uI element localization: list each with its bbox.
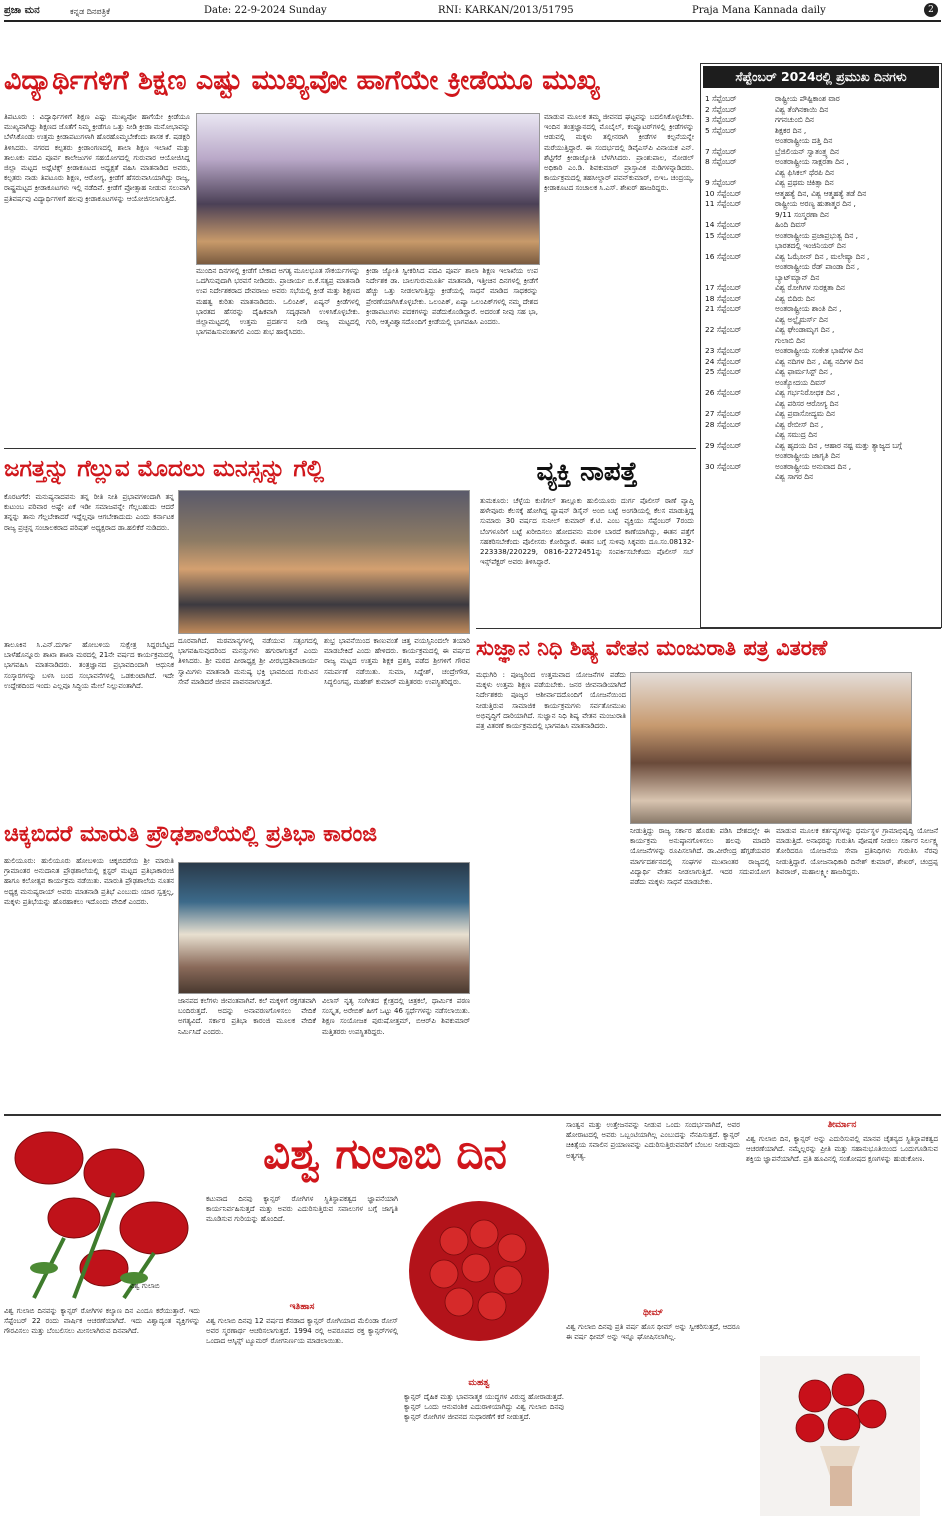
rose-bouquet-hand-photo — [760, 1356, 920, 1516]
important-days-title: ಸೆಪ್ಟೆಂಬರ್ 2024ರಲ್ಲಿ ಪ್ರಮುಖ ದಿನಗಳು — [703, 66, 939, 88]
article-column: ವಿಶ್ವ ಗುಲಾಬಿ ದಿನವನ್ನು ಕ್ಯಾನ್ಸರ್ ರೋಗಿಗಳ ಕಲ್ಯಾಣ ದಿನ ಎಂದೂ ಕರೆಯುತ್ತಾರೆ. ಇದು ಸೆಪ್ಟೆಂಬರ್ 22 ರಂದು ವಾರ್ಷಿಕ ಆಚರಣೆಯಾಗಿದೆ. ಇದು ವಿಶ್ವಾದ್ಯಂತ ವ್ಯಕ್ತಿಗಳನ್ನು ಗೌರವಿಸಲು ಮತ್ತು ಬೆಂಬಲಿಸಲು ಮೀಸಲಾಗಿರುವ ದಿನವಾಗಿದೆ. — [4, 1307, 200, 1336]
important-day-date: 8 ಸೆಪ್ಟೆಂಬರ್ — [705, 157, 737, 166]
important-day-text: ಅಂತರಾಷ್ಟ್ರೀಯ ರೆಡ್ ಪಾಂಡಾ ದಿನ , — [775, 262, 860, 271]
important-day-text: ವಿಶ್ವ ರೋಗಿಗಳ ಸುರಕ್ಷತಾ ದಿನ — [775, 283, 845, 292]
important-days-box — [700, 63, 942, 628]
article-column: ಹುಲಿಯೂರು: ಹುಲಿಯೂರು ಹೋಬಳಿಯ ಚಿಕ್ಕಬಿದರೆಯ ಶ್ರೀ ಮಾರುತಿ ಗ್ರಾಮಾಂತರ ಅನುದಾನಿತ ಪ್ರೌಢಶಾಲೆಯಲ್ಲಿ ಕ್ಲಸ್ಟರ್ ಮಟ್ಟದ ಪ್ರತಿಭಾಕಾರಂಜಿ ಹಾಗೂ ಕಲೋತ್ಸವ ಕಾರ್ಯಕ್ರಮ ನಡೆಯಿತು. ಮಾರುತಿ ಪ್ರೌಢಶಾಲೆಯ ನೂತನ ಅಧ್ಯಕ್ಷ ಮನುಷ್ಯರಾಯ್ ಅವರು ಮಾತನಾಡಿ ಪ್ರತಿಭೆ ಎಂಬುದು ಯಾರ ಸ್ವತ್ತಲ್ಲ, ಮಕ್ಕಳು ಪ್ರತಿಭೆಯನ್ನು ಹೊರಹಾಕಲು ಇದೊಂದು ವೇದಿಕೆ ಎಂದರು. — [4, 857, 174, 906]
important-days-list — [701, 90, 941, 487]
important-day-row — [705, 220, 937, 231]
important-day-text: ವಿಶ್ವ ಪರಿಸರ ಆರೋಗ್ಯ ದಿನ — [775, 398, 839, 408]
important-day-row — [705, 199, 937, 210]
important-day-row — [705, 388, 937, 399]
important-day-date — [705, 315, 775, 326]
important-day-date: 9 ಸೆಪ್ಟೆಂಬರ್ — [705, 178, 737, 187]
article-column: ವಿಶ್ವ ಗುಲಾಬಿ ದಿನವು ಪ್ರತಿ ವರ್ಷ ಹೊಸ ಥೀಮ್ ಅನ್ನು ಸ್ವೀಕರಿಸುತ್ತದೆ, ಆದರೂ ಈ ವರ್ಷ ಥೀಮ್ ಅನ್ನು ಇನ್ನೂ ಘೋಷಿಸಲಾಗಿಲ್ಲ. — [566, 1323, 740, 1342]
important-day-text: ವಿಶ್ವ ಸಾಗರ ದಿನ — [775, 472, 814, 481]
article-column: ಮಧುಗಿರಿ : ಪೂಜ್ಯರಿಂದ ಉತ್ತಮವಾದ ಯೋಜನೆಗಳ ಪಡೆದು ಮಕ್ಕಳು ಉತ್ತಮ ಶಿಕ್ಷಣ ಪಡೆಯಬೇಕು. ಜನರ ಜೀವನಾಡಿಯಾಗಿದೆ ನಿರ್ದೇಶಕರು ಪೂಜ್ಯರ ಆಶೀರ್ವಾದದೊಂದಿಗೆ ಯೋಜನೆಯಿಂದ ನೀಡುತ್ತಿರುವ ಸಾಮಾಜಿಕ ಕಾರ್ಯಕ್ರಮಗಳು ಸರ್ವತೋಮುಖ ಅಭಿವೃದ್ಧಿಗೆ ದಾರಿಯಾಗಿದೆ. ಸುಜ್ಞಾನ ನಿಧಿ ಶಿಷ್ಯ ವೇತನ ಮಂಜುರಾತಿ ಪತ್ರ ವಿತರಣೆ ಕಾರ್ಯಕ್ರಮದಲ್ಲಿ ಭಾಗವಹಿಸಿ ಮಾತನಾಡಿದರು. — [476, 671, 626, 731]
important-day-row — [705, 346, 937, 357]
important-day-date: 15 ಸೆಪ್ಟೆಂಬರ್ — [705, 230, 742, 240]
important-day-date — [705, 210, 775, 221]
article-column: ವಿಶ್ವ ಗುಲಾಬಿ ದಿನ, ಕ್ಯಾನ್ಸರ್ ಅನ್ನು ಎದುರಿಸುವಲ್ಲಿ ಮಾನವ ಚೈತನ್ಯದ ಸ್ಥಿತಿಸ್ಥಾಪಕತ್ವದ ಆಚರಣೆಯಾಗಿದೆ. ನಮ್ಮೆಲ್ಲರನ್ನು ಪ್ರೀತಿ ಮತ್ತು ಸಹಾನುಭೂತಿಯಿಂದ ಒಂದುಗೂಡಿಸುವ ಶಕ್ತಿಯ ಜ್ಞಾಪನೆಯಾಗಿದೆ. ಪ್ರತಿ ಹೂವಿನಲ್ಲಿ ಸಂತೋಷದ ಕ್ಷಣಗಳನ್ನು ಹುಡುಕೋಣ. — [746, 1135, 938, 1164]
paper-tagline: ಕನ್ನಡ ದಿನಪತ್ರಿಕೆ — [70, 7, 111, 16]
important-day-date: 1 ಸೆಪ್ಟೆಂಬರ್ — [705, 94, 737, 103]
important-day-text: ಅಂತರಾಷ್ಟ್ರೀಯ ಪ್ರಜಾಪ್ರಭುತ್ವ ದಿನ , — [775, 230, 859, 240]
important-day-date — [705, 430, 775, 441]
article-column: ಮಾಡುವ ಮೂಲಕ ತಮ್ಮ ಜೀವನದ ಘಟ್ಟವನ್ನು ಬದಲಿಸಿಕೊಳ್ಳಬೇಕು. ಇಂದಿನ ತಂತ್ರಜ್ಞಾನದಲ್ಲಿ ಮೊಬೈಲ್, ಕಂಪ್ಯೂಟರ್‌ಗಳಲ್ಲಿ ಕ್ರೀಡೆಗಳನ್ನು ಆಡುವಲ್ಲಿ ಮಕ್ಕಳು ತಲ್ಲೀನರಾಗಿ ಕ್ರೀಡೆಗಳ ಕಲ್ಪನೆಯನ್ನೇ ಮರೆಯುತ್ತಿದ್ದಾರೆ. ಈ ಸಂದರ್ಭದಲ್ಲಿ ಡಿವೈಎಸ್‌ಪಿ ವಿನಾಯಕ ಎನ್. ಶೆಟ್ಟಿಗೆರೆ ಕ್ರೀಡಾಜ್ಯೋತಿ ಬೆಳಗಿಸಿದರು. ಪ್ರಾಂಶುಪಾಲ, ನೋಡಲ್ ಅಧಿಕಾರಿ ಎಂ.ಡಿ. ಶಿವಕುಮಾರ್ ಪ್ರಾಸ್ತಾವಿಕ ನುಡಿಗಳನ್ನಾಡಿದರು. ಕಾರ್ಯಕ್ರಮದಲ್ಲಿ ತಹಸೀಲ್ದಾರ್ ಪವನ್‌ಕುಮಾರ್, ಬಿಇಒ ಚಂದ್ರಯ್ಯ, ಕ್ರೀಡಾಕೂಟದ ಸಂಚಾಲಕ ಸಿ.ಎಸ್. ಶೇಖರ್ ಹಾಜರಿದ್ದರು. — [544, 113, 694, 193]
divider — [4, 448, 696, 449]
article-column: ಕಟುವಾದ ದಿನವು ಕ್ಯಾನ್ಸರ್ ರೋಗಿಗಳ ಸ್ಥಿತಿಸ್ಥಾಪಕತ್ವದ ಜ್ಞಾಪನೆಯಾಗಿ ಕಾರ್ಯನಿರ್ವಹಿಸುತ್ತದೆ ಮತ್ತು ಅವರು ಎದುರಿಸುತ್ತಿರುವ ಸವಾಲುಗಳ ಬಗ್ಗೆ ಜಾಗೃತಿ ಮೂಡಿಸುವ ಗುರಿಯನ್ನು ಹೊಂದಿದೆ. — [206, 1195, 398, 1224]
important-day-date: 11 ಸೆಪ್ಟೆಂಬರ್ — [705, 199, 742, 208]
masthead — [4, 2, 941, 22]
important-day-row — [705, 420, 937, 431]
important-day-date — [705, 336, 775, 347]
important-day-date: 16 ಸೆಪ್ಟೆಂಬರ್ — [705, 251, 742, 261]
important-day-row — [705, 462, 937, 473]
divider — [4, 1114, 941, 1116]
important-day-date — [705, 273, 775, 284]
important-day-text: ಆತ್ಮಹತ್ಯೆ ದಿನ, ವಿಶ್ವ ಆತ್ಮಹತ್ಯೆ ತಡೆ ದಿನ — [775, 188, 867, 198]
important-day-date — [705, 399, 775, 410]
important-day-date — [705, 168, 775, 179]
important-day-text: ರಾಷ್ಟ್ರೀಯ ಪೌಷ್ಟಿಕಾಂಶ ವಾರ — [775, 94, 840, 103]
important-day-row — [705, 136, 937, 147]
paper-english-name: Praja Mana Kannada daily — [692, 5, 826, 16]
important-day-text: ಗಗನಚುಂಬಿ ದಿನ — [775, 115, 814, 124]
important-day-row — [705, 294, 937, 305]
important-day-text: ವಿಶ್ವ ನದಿಗಳ ದಿನ , ವಿಶ್ವ ನದಿಗಳ ದಿನ — [775, 356, 864, 366]
important-day-row — [705, 273, 937, 284]
important-day-row — [705, 472, 937, 483]
important-day-date: 18 ಸೆಪ್ಟೆಂಬರ್ — [705, 293, 742, 303]
article-column: ಜಾನಪದ ಕಲೆಗಳು ಜೀವಂತವಾಗಿವೆ. ಕಲೆ ಮಕ್ಕಳಿಗೆ ರಕ್ತಗತವಾಗಿ ಬಂದಿರುತ್ತದೆ. ಅದನ್ನು ಅನಾವರಣಗೊಳಿಸಲು ವೇದಿಕೆ ಅಗತ್ಯವಿದೆ. ಸರ್ಕಾರ ಪ್ರತಿಭಾ ಕಾರಂಜಿ ಮೂಲಕ ವೇದಿಕೆ ನಿರ್ಮಿಸಿದೆ ಎಂದರು. — [178, 997, 316, 1036]
important-day-text: ವಿಶ್ವ ಪ್ರಥಮ ಚಿಕಿತ್ಸಾ ದಿನ — [775, 178, 834, 187]
important-day-text: ಗುಲಾಬಿ ದಿನ — [775, 335, 805, 345]
important-day-row — [705, 168, 937, 179]
article-column: ಮುಂದಿನ ದಿನಗಳಲ್ಲಿ ಕ್ರೀಡೆಗೆ ಬೇಕಾದ ಅಗತ್ಯ ಮೂಲಭೂತ ಸೌಕರ್ಯಗಳನ್ನು ಒದಗಿಸುವುದಾಗಿ ಭರವಸೆ ನೀಡಿದರು. ಪ್ರಾಚಾರ್ಯ ಬಿ.ಕೆ.ಸತ್ಯಪ್ರ ಮಾತನಾಡಿ ಉಪ ನಿರ್ದೇಶಕರಾದ ದೇವರಾಜು ಅವರು ಸಭೆಯಲ್ಲಿ ಕ್ರೀಡೆ ಮತ್ತು ಶಿಕ್ಷಣದ ಮಹತ್ವ ಕುರಿತು ಮಾತನಾಡಿದರು. ಒಲಿಂಪಿಕ್, ಏಷ್ಯನ್ ಕ್ರೀಡೆಗಳಲ್ಲಿ ಭಾರತದ ಹೆಸರನ್ನು ದೈಹಿಕವಾಗಿ ಸದೃಢವಾಗಿ ಉಳಿಸಿಕೊಳ್ಳಬೇಕು. ಜಿಲ್ಲಾಮಟ್ಟದಲ್ಲಿ ಉತ್ತಮ ಪ್ರದರ್ಶನ ನೀಡಿ ರಾಜ್ಯ ಮಟ್ಟದಲ್ಲಿ ಭಾಗವಹಿಸುವಂತಾಗಲಿ ಎಂದು ಶುಭ ಹಾರೈಸಿದರು. — [196, 267, 360, 337]
theme-subhead: ಥೀಮ್ — [643, 1308, 663, 1318]
rose-bouquet-image — [4, 1118, 200, 1304]
important-day-row — [705, 189, 937, 200]
important-day-row — [705, 378, 937, 389]
important-day-text: ಅಂತರಾಷ್ಟ್ರೀಯ ಅನುವಾದ ದಿನ , — [775, 461, 852, 471]
important-day-row — [705, 262, 937, 273]
rni-number: RNI: KARKAN/2013/51795 — [438, 5, 574, 16]
important-day-date: 10 ಸೆಪ್ಟೆಂಬರ್ — [705, 188, 742, 198]
important-day-text: 9/11 ಸಂಸ್ಮರಣಾ ದಿನ — [775, 209, 829, 219]
article-headline-scholarship: ಸುಜ್ಞಾನ ನಿಧಿ ಶಿಷ್ಯ ವೇತನ ಮಂಜುರಾತಿ ಪತ್ರ ವಿತರಣೆ — [476, 636, 828, 660]
important-day-row — [705, 336, 937, 347]
article-headline-pratibha-karanji: ಚಿಕ್ಕಬಿದರೆ ಮಾರುತಿ ಪ್ರೌಢಶಾಲೆಯಲ್ಲಿ ಪ್ರತಿಭಾ ಕಾರಂಜಿ — [4, 822, 377, 847]
rose-image-caption: ವಿಶ್ವ ಗುಲಾಬಿ — [130, 1282, 160, 1290]
article-column: ವಿಶ್ವ ಗುಲಾಬಿ ದಿನವು 12 ವರ್ಷದ ಕೆನಡಾದ ಕ್ಯಾನ್ಸರ್ ರೋಗಿಯಾದ ಮೆಲಿಂಡಾ ರೋಸ್ ಅವರ ಸ್ಮರಣಾರ್ಥ ಆಚರಿಸಲಾಗುತ್ತದೆ. 1994 ರಲ್ಲಿ ಅಪರೂಪದ ರಕ್ತ ಕ್ಯಾನ್ಸರ್‌ಗಳಲ್ಲಿ ಒಂದಾದ ಆಸ್ಕಿನ್ಸ್ ಟ್ಯೂಮರ್ ರೋಗನಿರ್ಣಯ ಮಾಡಲಾಯಿತು. — [206, 1317, 398, 1346]
important-day-text: ವಿಶ್ವ ಸಮುದ್ರ ದಿನ — [775, 430, 818, 439]
divider — [476, 628, 941, 629]
important-day-row — [705, 157, 937, 168]
important-day-date: 23 ಸೆಪ್ಟೆಂಬರ್ — [705, 346, 742, 355]
article-column: ತಿಪಟೂರು : ವಿದ್ಯಾರ್ಥಿಗಳಿಗೆ ಶಿಕ್ಷಣ ಎಷ್ಟು ಮುಖ್ಯವೋ ಹಾಗೆಯೇ ಕ್ರೀಡೆಯೂ ಮುಖ್ಯವಾಗಿದ್ದು ಶಿಕ್ಷಣದ ಜೊತೆಗೆ ನಿಮ್ಮ ಕ್ರೀಡೆಗೂ ಒತ್ತು ನೀಡಿ ಕ್ರೀಡಾ ಮನೋಭಾವನ್ನು ಬೆಳೆಸಿಕೊಂಡು ಉತ್ತಮ ಕ್ರೀಡಾಪಟುಗಳಾಗಿ ಹೊರಹೊಮ್ಮಬೇಕೆಂದು ಶಾಸಕ ಕೆ. ಷಡಕ್ಷರಿ ತಿಳಿಸಿದರು. ನಗರದ ಕಲ್ಪತರು ಕ್ರೀಡಾಂಗಣದಲ್ಲಿ ಶಾಲಾ ಶಿಕ್ಷಣ ಇಲಾಖೆ ಮತ್ತು ತಾಲೂಕು ಪದವಿ ಪೂರ್ವ ಕಾಲೇಜುಗಳ ಸಹಯೋಗದಲ್ಲಿ ಗುರುವಾರ ಆಯೋಜಿಸಿದ್ದ ಜಿಲ್ಲಾ ಮಟ್ಟದ ಅಥ್ಲೆಟಿಕ್ಸ್ ಕ್ರೀಡಾಕೂಟದ ಅಧ್ಯಕ್ಷತೆ ವಹಿಸಿ ಮಾತನಾಡಿದ ಅವರು, ಕಲ್ಪತರು ನಾಡು ತಿಪಟೂರು ಶಿಕ್ಷಣ, ಆರೋಗ್ಯ, ಕ್ರೀಡೆಗೆ ಹೆಸರುವಾಸಿಯಾಗಿದ್ದು ರಾಜ್ಯ, ರಾಷ್ಟ್ರಮಟ್ಟದ ಕ್ರೀಡಾಕೂಟಗಳು ಇಲ್ಲಿ ನಡೆದಿವೆ. ಕ್ರೀಡೆಗೆ ಪ್ರೋತ್ಸಾಹ ನೀಡುವ ಸಲುವಾಗಿ ಪ್ರತಿವರ್ಷವು ವಿದ್ಯಾರ್ಥಿಗಳಿಗೆ ಹಲವು ಕ್ರೀಡಾಕೂಟಗಳನ್ನು ಆಯೋಜಿಸಲಾಗುತ್ತಿದೆ. — [4, 113, 190, 203]
important-day-text: ವಿಶ್ವ ರೇಬೀಸ್ ದಿನ , — [775, 419, 824, 429]
important-day-date: 27 ಸೆಪ್ಟೆಂಬರ್ — [705, 409, 742, 418]
important-day-date — [705, 472, 775, 483]
important-day-row — [705, 304, 937, 315]
important-day-date: 7 ಸೆಪ್ಟೆಂಬರ್ — [705, 146, 737, 156]
important-day-date: 17 ಸೆಪ್ಟೆಂಬರ್ — [705, 283, 742, 292]
important-day-row — [705, 178, 937, 189]
important-day-date: 22 ಸೆಪ್ಟೆಂಬರ್ — [705, 325, 742, 334]
important-day-text: ಅಂತ್ಯೋದಯ ದಿವಸ್ — [775, 377, 827, 387]
important-day-date: 2 ಸೆಪ್ಟೆಂಬರ್ — [705, 104, 737, 114]
important-day-date: 24 ಸೆಪ್ಟೆಂಬರ್ — [705, 356, 742, 366]
article-headline-sports-education: ವಿದ್ಯಾರ್ಥಿಗಳಿಗೆ ಶಿಕ್ಷಣ ಎಷ್ಟು ಮುಖ್ಯವೋ ಹಾಗೆಯೇ ಕ್ರೀಡೆಯೂ ಮುಖ್ಯ — [4, 65, 600, 96]
important-day-row — [705, 315, 937, 326]
important-day-text: ವಿಶ್ವ ಬಿದಿರು ದಿನ — [775, 293, 815, 303]
important-day-date: 14 ಸೆಪ್ಟೆಂಬರ್ — [705, 220, 742, 229]
important-day-date — [705, 136, 775, 147]
event-photo-sports-meet — [196, 113, 540, 265]
important-day-row — [705, 231, 937, 242]
paper-name: ಪ್ರಜಾ ಮನ — [4, 5, 40, 16]
important-day-row — [705, 210, 937, 221]
event-photo-scholarship — [630, 672, 912, 824]
important-day-text: ರಾಷ್ಟ್ರೀಯ ಅರಣ್ಯ ಹುತಾತ್ಮರ ದಿನ , — [775, 199, 856, 208]
important-day-text: ವಿಶ್ವ ಫಾರ್ಮಸಿಸ್ಟ್ ದಿನ , — [775, 367, 833, 376]
important-day-row — [705, 357, 937, 368]
important-day-row — [705, 105, 937, 116]
important-day-row — [705, 115, 937, 126]
article-column: ಮಾಡುವ ಮೂಲಕ ಕರ್ತವ್ಯಗಳನ್ನು ಧರ್ಮಸ್ಥಳ ಗ್ರಾಮಾಭಿವೃದ್ಧಿ ಯೋಜನೆ ಮಾಡುತ್ತಿದೆ. ಅನಾಥರನ್ನು ಗುರುತಿಸಿ ಪೋಷಣೆ ನೀಡಲು ಸರ್ಕಾರ ನಿರ್ಲಕ್ಷ್ಯ ತೋರಿದರೂ ಯೋಜನೆಯ ಸೇವಾ ಪ್ರತಿನಿಧಿಗಳು ಗುರುತಿಸಿ ನೆರವು ನೀಡುತ್ತಿದ್ದಾರೆ. ಯೋಜನಾಧಿಕಾರಿ ದಿನೇಶ್ ಕುಮಾರ್, ಶೇಖರ್, ಚಂದ್ರಪ್ಪ ಶಿವರಾಜ್, ಮಹಾಲಕ್ಷ್ಮೀ ಹಾಜರಿದ್ದರು. — [776, 827, 938, 876]
important-day-date — [705, 241, 775, 252]
important-day-text: ಅಂತರಾಷ್ಟ್ರೀಯ ಸಾಕ್ಷರತಾ ದಿನ , — [775, 157, 849, 166]
important-day-row — [705, 126, 937, 137]
important-day-text: ವಿಶ್ವ ಘೇಂಡಾಮೃಗ ದಿನ , — [775, 325, 835, 334]
important-day-date: 26 ಸೆಪ್ಟೆಂಬರ್ — [705, 388, 742, 397]
important-day-date: 30 ಸೆಪ್ಟೆಂಬರ್ — [705, 461, 742, 471]
important-day-row — [705, 94, 937, 105]
issue-date: Date: 22-9-2024 Sunday — [204, 5, 327, 16]
article-column: ಕ್ರೀಡಾ ಜ್ಯೋತಿ ಸ್ವೀಕರಿಸಿದ ಪದವಿ ಪೂರ್ವ ಶಾಲಾ ಶಿಕ್ಷಣ ಇಲಾಖೆಯ ಉಪ ನಿರ್ದೇಶಕ ಡಾ. ಬಾಲಗುರುಮೂರ್ತಿ ಮಾತನಾಡಿ, ಇತ್ತೀಚಿನ ದಿನಗಳಲ್ಲಿ ಕ್ರೀಡೆಗೆ ಹೆಚ್ಚು ಒತ್ತು ನೀಡಲಾಗುತ್ತಿದ್ದು ಕ್ರೀಡೆಯಲ್ಲಿ ಸಾಧನೆ ಮಾಡಿದ ಸಾಧಕರನ್ನು ಪ್ರೇರಣೆಯಾಗಿಸಿಕೊಳ್ಳಬೇಕು. ಒಲಂಪಿಕ್, ಏಷ್ಯಾ ಒಲಂಪಿಕ್‌ಗಳಲ್ಲಿ ನಮ್ಮ ದೇಶದ ಕ್ರೀಡಾಪಟುಗಳು ಪದಕಗಳನ್ನು ಪಡೆದುಕೊಂಡಿದ್ದಾರೆ. ಅದರಂತೆ ನೀವು ಸಹ ಭಾ, ಗುರಿ, ಆತ್ಮವಿಶ್ವಾಸದೊಂದಿಗೆ ಕ್ರೀಡೆಯಲ್ಲಿ ಭಾಗವಹಿಸಿ ಎಂದರು. — [366, 267, 538, 327]
important-day-row — [705, 409, 937, 420]
article-column: ಕ್ಯಾನ್ಸರ್ ದೈಹಿಕ ಮತ್ತು ಭಾವನಾತ್ಮಕ ಯುದ್ಧಗಳ ವಿರುದ್ಧ ಹೋರಾಡುತ್ತದೆ. ಕ್ಯಾನ್ಸರ್ ಒಂದು ಆನುವಂಶಿಕ ಎದುರಾಳಿಯಾಗಿದ್ದು ವಿಶ್ವ ಗುಲಾಬಿ ದಿನವು ಕ್ಯಾನ್ಸರ್ ರೋಗಿಗಳ ಜೀವನದ ಸುಧಾರಣೆಗೆ ಕರೆ ನೀಡುತ್ತದೆ. — [404, 1393, 564, 1422]
important-day-text: ಹಿಂದಿ ದಿವಸ್ — [775, 220, 807, 229]
article-column: ದೂರವಾಗಿದೆ. ಮಠಮಾನ್ಯಗಳಲ್ಲಿ ನಡೆಯುವ ಸತ್ಸಂಗದಲ್ಲಿ ಭಾಗವಹಿಸುವುದರಿಂದ ಮನಸ್ಸುಗಳು ಹಗುರಾಗುತ್ತವೆ ಎಂದು ತಿಳಿಸಿದರು. ಶ್ರೀ ಮಠದ ಪೀಠಾಧ್ಯಕ್ಷ ಶ್ರೀ ವೀರಭದ್ರಶಿವಾಚಾರ್ಯ ಸ್ವಾಮಿಗಳು ಮಾತನಾಡಿ ಮನುಷ್ಯ ಭಕ್ತಿ ಭಾವದಿಂದ ಗುರುವಿನ ಸೇವೆ ಮಾಡಿದರೆ ಜೀವನ ಪಾವನವಾಗುತ್ತದೆ. — [178, 637, 318, 686]
important-day-text: ಬ್ರೆಜಿಲಿಯನ್ ಸ್ವಾತಂತ್ರ್ಯ ದಿನ — [775, 146, 839, 156]
page-number: 2 — [924, 3, 938, 17]
important-day-text: ವಿಶ್ವ ಪ್ರವಾಸೋದ್ಯಮ ದಿನ — [775, 409, 836, 418]
important-day-text: ವಿಶ್ವ ಅಲ್ಝೈಮರ್ಸ್ ದಿನ — [775, 314, 828, 324]
important-day-text: ಶಿಕ್ಷಕರ ದಿನ , — [775, 125, 807, 135]
event-photo-felicitation — [178, 490, 470, 634]
important-day-row — [705, 147, 937, 158]
important-day-text: ವಿಶ್ವ ಓಝೋನ್ ದಿನ , ಮಲೇಷ್ಯಾ ದಿನ , — [775, 251, 870, 261]
important-day-row — [705, 367, 937, 378]
article-headline-rose-day: ವಿಶ್ವ ಗುಲಾಬಿ ದಿನ — [263, 1129, 507, 1178]
important-day-row — [705, 241, 937, 252]
important-day-text: ವಿಶ್ವ ಫಿಸಿಕಲ್ ಥೆರಪಿ ದಿನ — [775, 167, 834, 177]
important-day-text: ವಿಶ್ವ ಗರ್ಭನಿರೋಧಕ ದಿನ , — [775, 388, 840, 397]
significance-subhead: ಮಹತ್ವ — [468, 1378, 490, 1388]
important-day-text: ಅಂತರಾಷ್ಟ್ರೀಯ ಸಂಕೇತ ಭಾಷೆಗಳ ದಿನ — [775, 346, 864, 355]
article-headline-win-mind: ಜಗತ್ತನ್ನು ಗೆಲ್ಲುವ ಮೊದಲು ಮನಸ್ಸನ್ನು ಗೆಲ್ಲಿ — [4, 456, 325, 482]
important-day-row — [705, 430, 937, 441]
article-column: ತಾಲೂಕಿನ ಸಿ.ಎನ್.ದುರ್ಗಾ ಹೋಬಳಿಯ ಸುಕ್ಷೇತ್ರ ಸಿದ್ದರಬೆಟ್ಟದ ಬಾಳೆಹೊನ್ನೂರು ಶಾಖಾ ಶಾಖಾ ಮಠದಲ್ಲಿ 21ನೇ ವರ್ಷದ ಕಾರ್ಯಕ್ರಮದಲ್ಲಿ ಭಾಗವಹಿಸಿ ಮಾತನಾಡಿದರು. ತಂತ್ರಜ್ಞಾನದ ಪ್ರಭಾವದಿಂದಾಗಿ ಆಧುನಿಕ ಸಂಸ್ಕಾರಗಳನ್ನು ಬಳಸಿ ಬಂದ ಸಂಭಾವನೆಗಳಲ್ಲಿ ಒಡಕುಂಟಾಗಿದೆ. ಇದೇ ಉದ್ದೇಶದಿಂದ ಇಂದು ಎಲ್ಲವೂ ಸಿದ್ಧಿಯ ಮೇಲೆ ನಿಲ್ಲುವಂತಾಗಿದೆ. — [4, 641, 174, 690]
article-column: ಕೊರಟಗೆರೆ: ಮನುಷ್ಯನಾದವನು ತನ್ನ ರೀತಿ ನೀತಿ ಪ್ರಭಾವಗಳಿಂದಾಗಿ ತನ್ನ ಕುಟುಂಬ ಪರಿವಾರ ಅಷ್ಟೇ ಏಕೆ ಇಡೀ ಸಮಾಜವನ್ನೇ ಗೆಲ್ಲಬಹುದು ಆದರೆ ತನ್ನನ್ನು ತಾನು ಗೆಲ್ಲಬೇಕಾದರೆ ಇದ್ದೆಲ್ಲವೂ ಆಗಬೇಕಾದುದು ಎಂದು ಕರ್ನಾಟಕ ರಾಜ್ಯ ಪ್ರಚ್ಛನ್ನ ಸಂಚಾಲಕರಾದ ಪರಿಷತ್ ಅಧ್ಯಕ್ಷರಾದ ಡಾ.ಹಲಿಕೆರೆ ನುಡಿದರು. — [4, 493, 174, 532]
important-day-date: 5 ಸೆಪ್ಟೆಂಬರ್ — [705, 125, 737, 135]
article-column: ಸಾಂತ್ವನ ಮತ್ತು ಉತ್ತೇಜನವನ್ನು ನೀಡುವ ಒಂದು ಸಂದರ್ಭವಾಗಿದೆ, ಅವರ ಹೋರಾಟದಲ್ಲಿ ಅವರು ಒಬ್ಬಂಟಿಯಾಗಿಲ್ಲ ಎಂಬುದನ್ನು ನೆನಪಿಸುತ್ತದೆ. ಕ್ಯಾನ್ಸರ್ ಚಿಕಿತ್ಸೆಯ ಸವಾಲಿನ ಪ್ರಯಾಣವನ್ನು ಎದುರಿಸುತ್ತಿರುವವರಿಗೆ ಬೆಂಬಲ ನೀಡುವುದು ಅತ್ಯಗತ್ಯ. — [566, 1121, 740, 1160]
important-day-date: 28 ಸೆಪ್ಟೆಂಬರ್ — [705, 419, 742, 429]
rose-bouquet-photo — [404, 1196, 554, 1346]
conclusion-subhead: ತೀರ್ಮಾನ — [827, 1120, 857, 1130]
important-day-date: 21 ಸೆಪ್ಟೆಂಬರ್ — [705, 304, 742, 313]
important-day-date: 3 ಸೆಪ್ಟೆಂಬರ್ — [705, 115, 737, 124]
important-day-row — [705, 283, 937, 294]
important-day-date — [705, 262, 775, 273]
article-column: ವಿಲಾಸ್ ನೃತ್ಯ ಸಂಗೀತದ ಕ್ಷೇತ್ರದಲ್ಲಿ ಚಿತ್ರಕಲೆ, ಧಾರ್ಮಿಕ ಪಠಣ ಸಂಸ್ಕೃತ, ಅರೇಬಿಕ್ ಹೀಗೆ ಒಟ್ಟು 46 ಸ್ಪರ್ಧೆಗಳನ್ನು ನಡೆಸಲಾಯಿತು. ಶಿಕ್ಷಣ ಸಂಯೋಜಕ ಪುರುಷೋತ್ತಮ್, ಬಿಆರ್‌ಪಿ ಶಿವಕುಮಾರ್ ಮತ್ತಿತರರು ಉಪಸ್ಥಿತರಿದ್ದರು. — [322, 997, 470, 1036]
important-day-text: ವಿಶ್ವ ತೆಂಗಿನಕಾಯಿ ದಿನ — [775, 104, 829, 114]
important-day-text: ಅಂತರಾಷ್ಟ್ರೀಯ ದತ್ತಿ ದಿನ — [775, 136, 833, 145]
history-subhead: ಇತಿಹಾಸ — [289, 1302, 315, 1312]
article-column: ನೀಡುತ್ತಿದ್ದು ರಾಜ್ಯ ಸರ್ಕಾರ ಹೊರತು ಪಡಿಸಿ ದೇಶದಲ್ಲೇ ಈ ಕಾರ್ಯಕ್ರಮ ಅನುಷ್ಠಾನಗೊಳಿಸಲು ಹಲವು ಮಾದರಿ ಯೋಜನೆಗಳನ್ನು ರೂಪಿಸಲಾಗಿದೆ. ಡಾ.ವೀರೇಂದ್ರ ಹೆಗ್ಗಡೆಯವರ ಮಾರ್ಗದರ್ಶನದಲ್ಲಿ ಸಂಘಗಳ ಮುಖಾಂತರ ರಾಜ್ಯದಲ್ಲಿ ವಿದ್ಯಾರ್ಥಿ ವೇತನ ನೀಡಲಾಗುತ್ತಿದೆ. ಇದರ ಸದುಪಯೋಗ ಪಡೆದು ಮಕ್ಕಳು ಸಾಧನೆ ಮಾಡಬೇಕು. — [630, 827, 770, 887]
article-headline-missing-person: ವ್ಯಕ್ತಿ ನಾಪತ್ತೆ — [536, 457, 638, 487]
important-day-row — [705, 441, 937, 462]
important-day-row — [705, 325, 937, 336]
important-day-text: ಅಂತರಾಷ್ಟ್ರೀಯ ಶಾಂತಿ ದಿನ , — [775, 304, 842, 313]
important-day-row — [705, 252, 937, 263]
event-photo-pratibha-karanji — [178, 862, 470, 994]
important-day-date: 25 ಸೆಪ್ಟೆಂಬರ್ — [705, 367, 742, 376]
article-body-missing-person: ತುಮಕೂರು: ಚೆಳ್ಳೆಯ ಕುಣಿಗಲ್ ತಾಲ್ಲೂಕು ಹುಲಿಯೂರು ದುರ್ಗ ಪೊಲೀಸ್ ಠಾಣೆ ವ್ಯಾಪ್ತಿ ಹಳೇವೂರು ಕೆಲಸಕ್ಕೆ ಹೋಗಿದ್ದ ಫ್ಯಾಷನ್ ಡಿಸೈನ್ ಅಂಬಿ ಬಟ್ಟೆ ಅಂಗಡಿಯಲ್ಲಿ ಕೆಲಸ ಮಾಡುತ್ತಿದ್ದ ಸುಮಾರು 30 ವರ್ಷದ ಸುನೀಲ್ ಕುಮಾರ್ ಕೆ.ಟಿ. ಎಂಬ ವ್ಯಕ್ತಿಯು ಸೆಪ್ಟೆಂಬರ್ 7ರಂದು ಬೆಂಗಳೂರಿಗೆ ಬಟ್ಟೆ ಖರೀದಿಸಲು ಹೋದವನು ಮರಳಿ ಬಾರದೆ ಕಾಣೆಯಾಗಿದ್ದು, ಈತನ ಪತ್ತೆಗೆ ಸಹಕರಿಸಬೇಕೆಂದು ಪೊಲೀಸರು ಕೋರಿದ್ದಾರೆ. ಈತನ ಬಗ್ಗೆ ಸುಳಿವು ಸಿಕ್ಕವರು ದೂ.ಸಂ.08132-223338/220229, 0816-2272451ನ್ನು ಸಂಪರ್ಕಿಸಬೇಕೆಂದು ಪೊಲೀಸ್ ಸಬ್ ಇನ್ಸ್‌ಪೆಕ್ಟರ್ ಅವರು ತಿಳಿಸಿದ್ದಾರೆ. — [480, 497, 694, 567]
important-day-date — [705, 378, 775, 389]
important-day-date: 29 ಸೆಪ್ಟೆಂಬರ್ — [705, 440, 742, 450]
important-day-text: ವಿಶ್ವ ಹೃದಯ ದಿನ , ಆಹಾರ ನಷ್ಟ ಮತ್ತು ತ್ಯಾಜ್ಯದ ಬಗ್ಗೆ ಅಂತರಾಷ್ಟ್ರೀಯ ಜಾಗೃತಿ ದಿನ — [775, 440, 902, 460]
important-day-row — [705, 399, 937, 410]
important-day-text: ಬ್ಯಾಟ್‌ಮ್ಯಾನ್ ದಿನ — [775, 272, 820, 282]
important-day-text: ಭಾರತದಲ್ಲಿ ಇಂಜಿನಿಯರ್ ದಿನ — [775, 241, 846, 250]
article-column: ಶುಭ್ರ ಭಾವನೆಯಿಂದ ಕಾಣುವಂತೆ ಚಿತ್ತ ವಯಸ್ಸಿನಿಂದಲೇ ತಯಾರಿ ಮಾಡಬೇಕಿದೆ ಎಂದು ಹೇಳಿದರು. ಕಾರ್ಯಕ್ರಮದಲ್ಲಿ ಈ ವರ್ಷದ ರಾಜ್ಯ ಮಟ್ಟದ ಉತ್ತಮ ಶಿಕ್ಷಕ ಪ್ರಶಸ್ತಿ ಪಡೆದ ಶ್ರೀಗಳಿಗೆ ಗೌರವ ಸಮರ್ಪಣೆ ನಡೆಯಿತು. ಸುಮಾ, ಸಿದ್ದೇಶ್, ಚಂದ್ರೇಗೌಡ, ಸಿದ್ಧಲಿಂಗಪ್ಪ, ಮಹೇಶ್ ಕುಮಾರ್ ಮತ್ತಿತರರು ಉಪಸ್ಥಿತರಿದ್ದರು. — [324, 637, 470, 686]
